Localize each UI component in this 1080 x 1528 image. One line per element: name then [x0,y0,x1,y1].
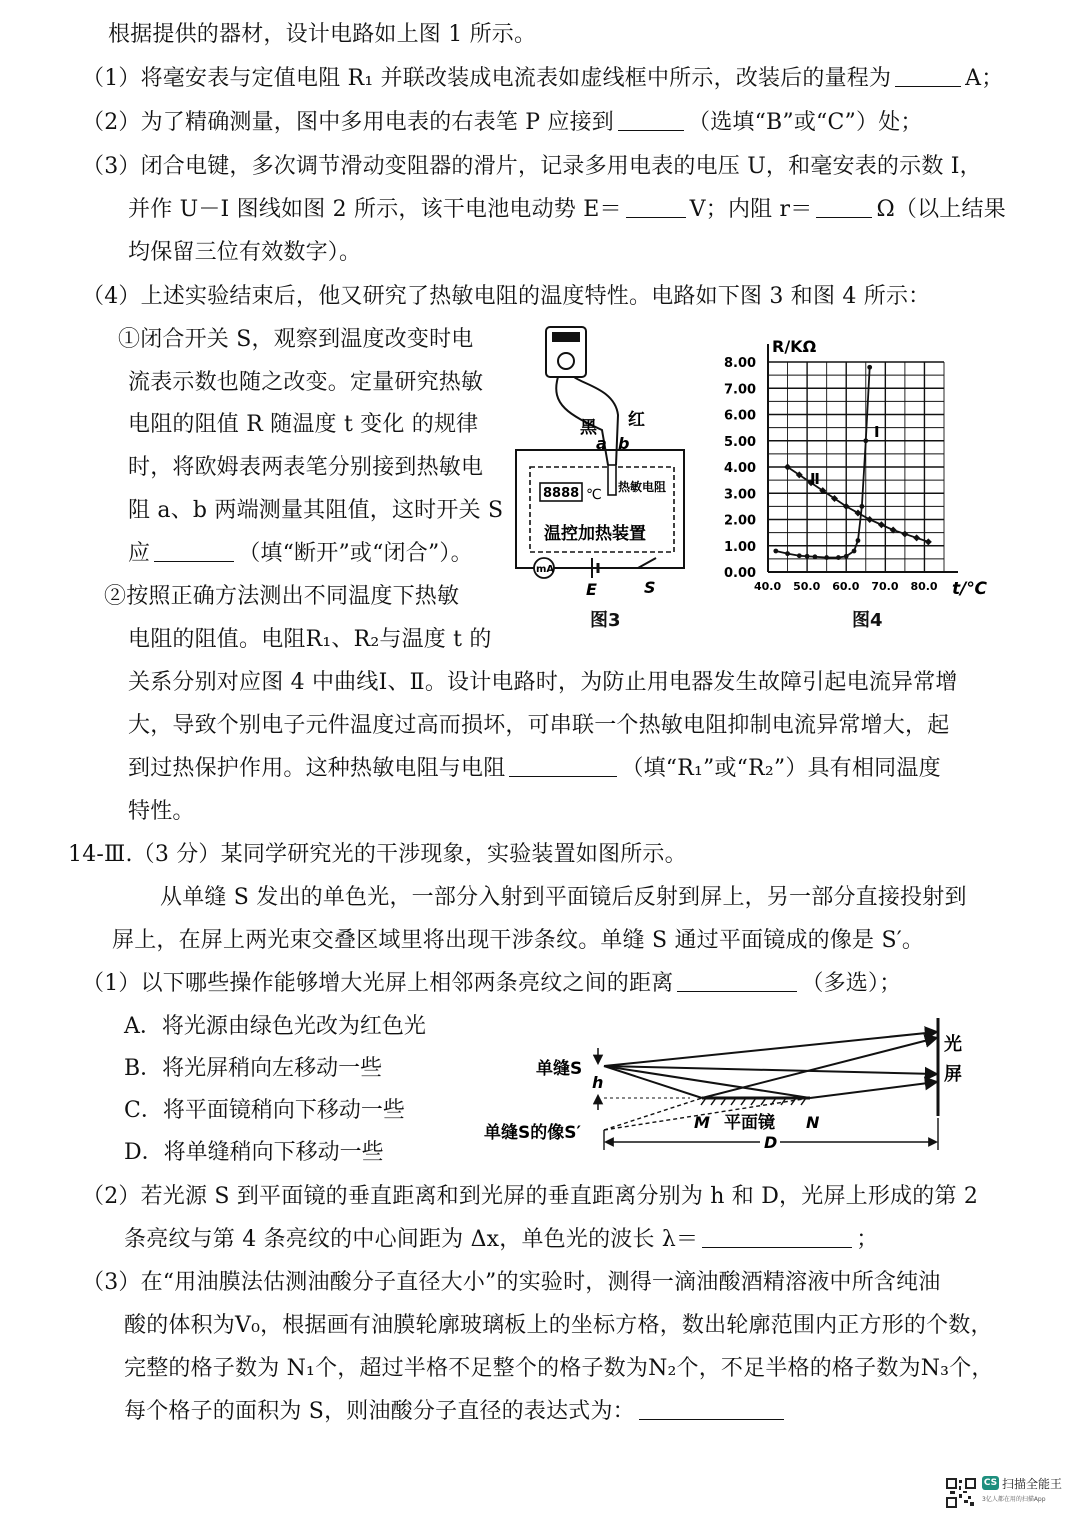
text-line: 电阻的阻值。电阻R₁、R₂与温度 t 的 [128,627,492,652]
text-line: 屏上，在屏上两光束交叠区域里将出现干涉条纹。单缝 S 通过平面镜成的像是 S′。 [112,928,925,953]
figure-4-chart [716,332,988,602]
text-span: 条亮纹与第 4 条亮纹的中心间距为 Δx，单色光的波长 λ＝ [124,1227,699,1252]
y-tick-label: 2.00 [724,513,757,529]
virtual-ray-1 [604,1098,702,1130]
data-point-II [878,521,885,528]
data-point-I [813,554,818,559]
data-point-I [785,551,790,556]
label-red: 红 [628,410,645,430]
y-tick-label: 4.00 [724,461,757,476]
data-point-I [844,554,849,559]
data-point-I [852,549,857,554]
label-M: M [694,1113,710,1132]
mirror-label: 平面镜 [724,1113,775,1133]
series-label-I: Ⅰ [874,423,880,441]
chart-grid [768,344,958,572]
thermistor [608,465,616,495]
multimeter-screen [552,332,580,342]
heater-label: 温控加热装置 [544,524,646,544]
data-point-I [824,555,829,560]
y-tick-label: 6.00 [724,408,757,424]
y-tick-label: 7.00 [724,382,757,398]
answer-blank[interactable] [702,1225,852,1248]
ray-reflect-M [702,1038,936,1098]
text-line: 特性。 [128,799,195,824]
text-span: （1）将毫安表与定值电阻 R₁ 并联改装成电流表如虚线框中所示，改装后的量程为 [82,66,892,91]
text-span: （1）以下哪些操作能够增大光屏上相邻两条亮纹之间的距离 [82,971,674,996]
data-point-I [797,553,802,558]
data-point-I [867,365,872,370]
scanner-stamp [946,1474,1070,1512]
data-point-II [901,530,908,537]
question-14-3-2: （2）若光源 S 到平面镜的垂直距离和到光屏的垂直距离分别为 h 和 D，光屏上形成的第 2 [82,1184,979,1209]
text-span: （2）为了精确测量，图中多用电表的右表笔 P 应接到 [82,110,614,135]
data-point-I [859,504,864,509]
text-line: 酸的体积为V₀，根据画有油膜轮廓玻璃板上的坐标方格，数出轮廓范围内正方形的个数， [124,1313,993,1338]
screen-label-1: 光 [944,1034,962,1055]
question-4-3: （3）闭合电键，多次调节滑动变阻器的滑片，记录多用电表的电压 U，和毫安表的示数 I， [82,154,982,179]
option-d[interactable]: D．将单缝稍向下移动一些 [124,1140,384,1165]
display-unit: ℃ [586,487,602,503]
screen-label-2: 屏 [944,1064,962,1085]
data-point-I [863,438,868,443]
qr-code-icon [946,1478,976,1508]
y-tick-label: 5.00 [724,434,757,450]
text-line: 从单缝 S 发出的单色光，一部分入射到平面镜后反射到屏上，另一部分直接投射到 [160,885,967,910]
answer-blank[interactable] [895,64,961,87]
text-line [124,1225,878,1255]
y-tick-label: 3.00 [724,487,757,503]
text-span: （多选）； [801,971,902,996]
x-tick-label: 70.0 [871,580,899,593]
y-axis-label: R/KΩ [772,337,817,356]
data-point-I [773,549,778,554]
thermistor-label: 热敏电阻 [618,480,667,494]
question-14-3: 14-Ⅲ.（3 分）某同学研究光的干涉现象，实验装置如图所示。 [68,842,687,867]
x-tick-label: 60.0 [832,580,860,593]
text-line: 根据提供的器材，设计电路如上图 1 所示。 [108,22,537,47]
text-span: 每个格子的面积为 S，则油酸分子直径的表达式为： [124,1399,635,1424]
answer-blank[interactable] [816,195,872,218]
text-line: ①闭合开关 S，观察到温度改变时电 [118,327,474,352]
text-line: 阻 a、b 两端测量其阻值，这时开关 S [128,498,504,523]
figure-5-lloyd-mirror [480,1018,980,1163]
text-line: 关系分别对应图 4 中曲线Ⅰ、Ⅱ。设计电路时，为防止用电器发生故障引起电流异常增 [128,670,958,695]
ray-to-mirror-M [604,1066,702,1098]
h-label: h [592,1073,604,1092]
answer-blank[interactable] [509,754,617,777]
text-line [128,754,941,784]
switch-blade [638,558,656,568]
multimeter-dial [558,353,574,369]
brand-name: 扫描全能王 [1002,1477,1063,1491]
text-line [124,1397,788,1427]
display-digits: 8888 [543,486,580,501]
answer-blank[interactable] [154,539,234,562]
answer-blank[interactable] [626,195,686,218]
text-line: 大，导致个别电子元件温度过高而损坏，可串联一个热敏电阻抑制电流异常增大，起 [128,713,950,738]
option-a[interactable]: A．将光源由绿色光改为红色光 [124,1014,426,1039]
text-line: 均保留三位有效数字）。 [128,240,362,265]
question-4-4: （4）上述实验结束后，他又研究了热敏电阻的温度特性。电路如下图 3 和图 4 所示： [82,284,931,309]
answer-blank[interactable] [618,108,684,131]
option-b[interactable]: B．将光屏稍向左移动一些 [124,1056,383,1081]
label-D: D [764,1133,778,1152]
x-axis-label: t/℃ [952,579,987,599]
option-c[interactable]: C．将平面镜稍向下移动一些 [124,1098,405,1123]
data-point-I [805,554,810,559]
text-line: ②按照正确方法测出不同温度下热敏 [104,584,460,609]
series-line-II [788,467,929,542]
text-line: 流表示数也随之改变。定量研究热敏 [128,370,484,395]
text-span: 并作 U－I 图线如图 2 所示，该干电池电动势 E＝ [128,197,622,222]
label-black: 黑 [580,418,597,438]
text-span: （填“断开”或“闭合”）。 [238,541,473,566]
text-span: Ω（以上结果 [876,197,1006,222]
label-S: S [644,578,656,597]
text-span: 应 [128,541,151,566]
text-span: ； [856,1227,879,1252]
y-tick-label: 0.00 [724,566,757,581]
text-line: 电阻的阻值 R 随温度 t 变化 的规律 [128,412,479,437]
text-span: （选填“B”或“C”）处； [688,110,923,135]
question-14-3-1 [82,969,901,999]
brand-sub: 3亿人都在用的扫描App [982,1496,1046,1503]
label-N: N [806,1113,820,1132]
question-14-3-3: （3）在“用油膜法估测油酸分子直径大小”的实验时，测得一滴油酸酒精溶液中所含纯油 [82,1270,941,1295]
text-line [128,539,473,569]
figure-3-circuit [510,325,700,600]
data-point-II [913,534,920,541]
question-4-1 [82,64,1003,94]
series-label-II: Ⅱ [810,470,820,488]
ray-direct-1 [604,1032,936,1066]
question-4-2 [82,108,923,138]
ammeter-label: mA [536,564,555,575]
figure-3-caption: 图3 [590,610,621,631]
chart-series [773,365,931,560]
series-line-I [776,367,870,557]
text-line: 完整的格子数为 N₁个，超过半格不足整个的格子数为N₂个，不足半格的格子数为N₃个， [124,1356,994,1381]
text-span: （填“R₁”或“R₂”）具有相同温度 [621,756,941,781]
figure-4-caption: 图4 [852,610,883,631]
image-label: 单缝S的像S′ [484,1123,581,1143]
label-b: b [618,434,630,453]
data-point-II [866,516,873,523]
x-tick-label: 80.0 [910,580,938,593]
x-tick-label: 50.0 [793,580,821,593]
text-span: A； [965,66,1004,91]
x-tick-label: 40.0 [754,580,782,593]
label-E: E [586,580,597,599]
answer-blank[interactable] [677,969,797,992]
data-point-I [836,555,841,560]
text-line [128,195,1006,225]
data-point-II [925,538,932,545]
y-tick-label: 1.00 [724,539,757,555]
text-span: V；内阻 r＝ [689,197,813,222]
slit-label: 单缝S [536,1059,583,1079]
y-tick-label: 8.00 [724,356,757,371]
cs-logo: CS [983,1478,998,1488]
text-line: 时，将欧姆表两表笔分别接到热敏电 [128,455,484,480]
answer-blank[interactable] [639,1397,784,1420]
text-span: 到过热保护作用。这种热敏电阻与电阻 [128,756,506,781]
label-a: a [596,434,607,453]
ray-reflect-N [810,1082,936,1098]
data-point-I [856,538,861,543]
